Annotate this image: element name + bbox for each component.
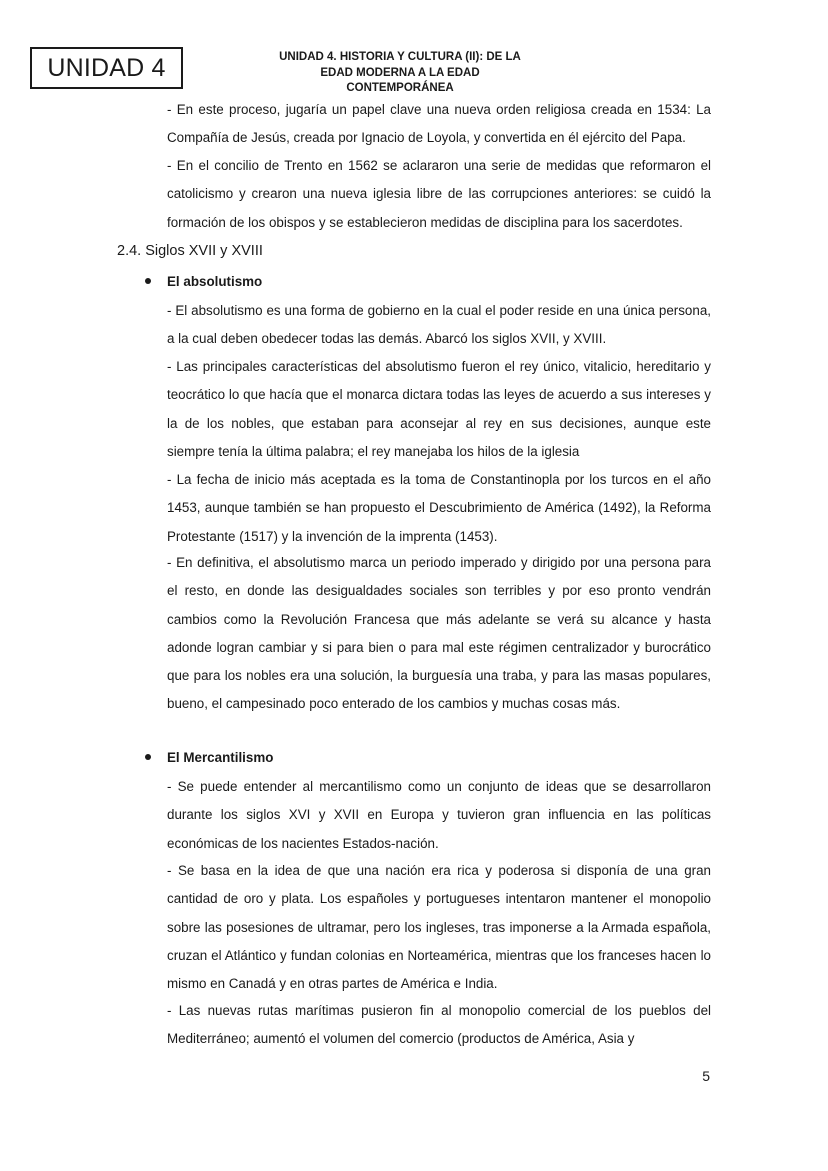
bullet-mercantilismo: [145, 748, 273, 768]
bullet-title-mercantilismo: El Mercantilismo: [167, 750, 274, 765]
header-title-line-1: UNIDAD 4. HISTORIA Y CULTURA (II): DE LA: [279, 51, 521, 63]
document-header-title: [255, 50, 545, 97]
absolutismo-paragraph-3: - La fecha de inicio más aceptada es la toma de Constantinopla por los turcos en el año 1453, aunque también se han propuesto el Descubrimiento de América (1492), la Reforma Protestante (1517) y la invención de la imprenta (1453).: [167, 472, 711, 544]
bullet-dot-icon: [145, 278, 151, 284]
mercantilismo-paragraph-1: - Se puede entender al mercantilismo como un conjunto de ideas que se desarrollaron durante los siglos XVI y XVII en Europa y tuvieron gran influencia en las políticas económicas de los nacientes Estados-nación.: [167, 779, 711, 851]
absolutismo-paragraph-2: - Las principales características del absolutismo fueron el rey único, vitalicio, hereditario y teocrático lo que hacía que el monarca dictara todas las leyes de acuerdo a sus intereses y la de los nobles, que estaban para aconsejar al rey en sus decisiones, aunque este siempre tenía la última palabra; el rey manejaba los hilos de la iglesia: [167, 359, 711, 459]
header-title-line-2: EDAD MODERNA A LA EDAD: [320, 66, 480, 79]
bullet-dot-icon: [145, 754, 151, 760]
mercantilismo-paragraph-3: - Las nuevas rutas marítimas pusieron fin al monopolio comercial de los pueblos del Mediterráneo; aumentó el volumen del comercio (productos de América, Asia y: [167, 1003, 711, 1047]
intro-paragraph-2: - En el concilio de Trento en 1562 se aclararon una serie de medidas que reformaron el catolicismo y crearon una nueva iglesia libre de las corrupciones anteriores: se cuidó la formación de los obispos y se establecieron medidas de disciplina para los sacerdotes.: [167, 158, 711, 230]
page-number: 5: [702, 1068, 710, 1084]
header-title-line-3: CONTEMPORÁNEA: [346, 82, 454, 94]
intro-paragraph-1: - En este proceso, jugaría un papel clave una nueva orden religiosa creada en 1534: La Compañía de Jesús, creada por Ignacio de Loyola, y convertida en él ejército del Papa.: [167, 102, 711, 146]
absolutismo-paragraph-4: - En definitiva, el absolutismo marca un periodo imperado y dirigido por una persona para el resto, en donde las desigualdades sociales son terribles y por eso pronto vendrán cambios como la Revolución Francesa que más adelante se verá su alcance y hasta adonde logran cambiar y si para bien o para mal este régimen centralizador y burocrático que para los nobles era una solución, la burguesía una traba, y para las masas populares, bueno, el campesinado poco enterado de los cambios y muchas cosas más.: [167, 555, 711, 712]
unit-label-box: UNIDAD 4: [30, 47, 183, 89]
section-heading: 2.4. Siglos XVII y XVIII: [117, 243, 263, 259]
bullet-title-absolutismo: El absolutismo: [167, 274, 263, 289]
absolutismo-paragraph-1: - El absolutismo es una forma de gobierno en la cual el poder reside en una única persona, a la cual deben obedecer todas las demás. Abarcó los siglos XVII, y XVIII.: [167, 303, 711, 347]
mercantilismo-paragraph-2: - Se basa en la idea de que una nación era rica y poderosa si disponía de una gran cantidad de oro y plata. Los españoles y portugueses intentaron mantener el monopolio sobre las posesiones de ultramar, pero los ingleses, tras imponerse a la Armada española, cruzan el Atlántico y fundan colonias en Norteamérica, mientras que los franceses hacen lo mismo en Canadá y en otras partes de América e India.: [167, 863, 711, 992]
bullet-absolutismo: [145, 272, 262, 292]
